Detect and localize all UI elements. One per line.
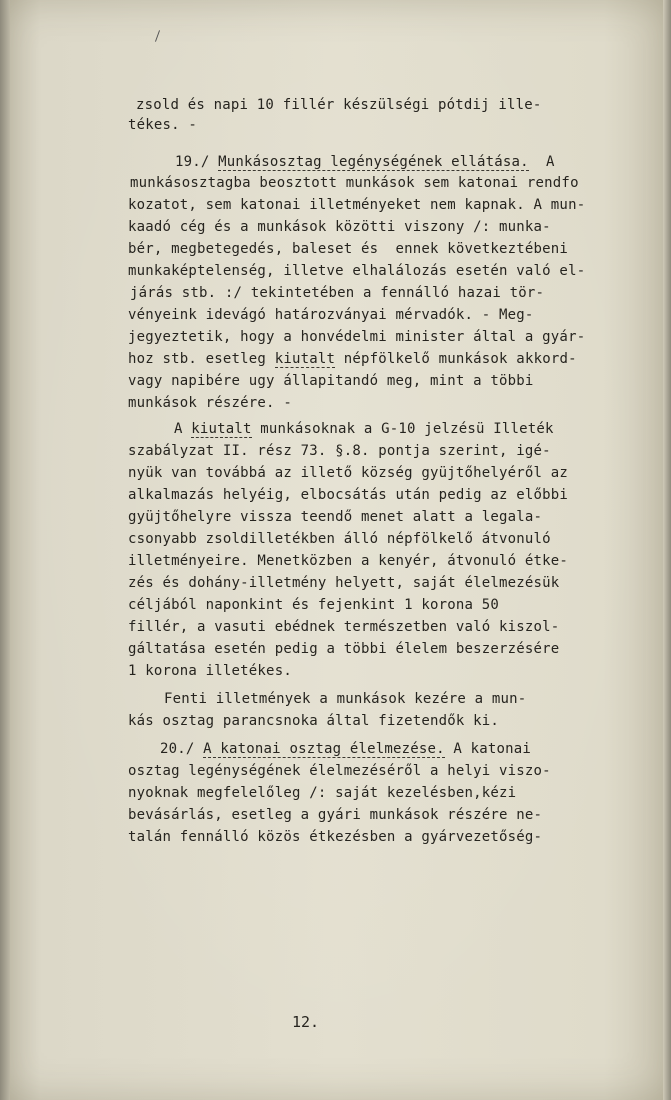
page-left-edge xyxy=(0,0,10,1100)
text-line: 1 korona illetékes. xyxy=(128,663,292,679)
text-line: kozatot, sem katonai illetményeket nem kapnak. A mun- xyxy=(128,197,586,213)
text-line: gyüjtőhelyre vissza teendő menet alatt a legala- xyxy=(128,509,543,525)
text-line: nyoknak megfelelőleg /: saját kezelésben,kézi xyxy=(128,785,517,801)
text-line-with-underline xyxy=(128,350,577,368)
text-fragment: népfölkelő munkások akkord- xyxy=(335,351,577,367)
page-right-edge xyxy=(663,0,671,1100)
text-fragment: A katonai xyxy=(444,741,532,757)
text-line: munkaképtelenség, illetve elhalálozás esetén való el- xyxy=(128,263,586,279)
section-number: 20./ xyxy=(160,741,204,757)
text-line: bevásárlás, esetleg a gyári munkások részére ne- xyxy=(128,807,543,823)
pencil-mark xyxy=(155,30,160,42)
text-line: talán fennálló közös étkezésben a gyárvezetőség- xyxy=(128,829,543,845)
text-line: munkások részére. - xyxy=(128,395,292,411)
section-number: 19./ xyxy=(175,154,219,170)
text-line: osztag legénységének élelmezéséről a helyi viszo- xyxy=(128,763,551,779)
text-line: szabályzat II. rész 73. §.8. pontja szerint, igé- xyxy=(128,443,551,459)
text-line: fillér, a vasuti ebédnek természetben való kiszol- xyxy=(128,619,560,635)
text-fragment: munkásoknak a G-10 jelzésü Illeték xyxy=(251,421,554,437)
text-line: zés és dohány-illetmény helyett, saját élelmezésük xyxy=(128,575,560,591)
text-line: járás stb. :/ tekintetében a fennálló hazai tör- xyxy=(130,285,545,301)
page-number: 12. xyxy=(292,1013,320,1031)
text-line: tékes. - xyxy=(128,117,198,133)
text-fragment: hoz stb. esetleg xyxy=(128,351,275,367)
text-line: vagy napibére ugy állapitandó meg, mint a többi xyxy=(128,373,534,389)
text-line: gáltatása esetén pedig a többi élelem beszerzésére xyxy=(128,641,560,657)
text-line: kás osztag parancsnoka által fizetendők ki. xyxy=(128,713,500,729)
text-line: kaadó cég és a munkások közötti viszony /: munka- xyxy=(128,219,551,235)
text-line: nyük van továbbá az illető község gyüjtőhelyéről az xyxy=(128,465,569,481)
text-fragment: A xyxy=(528,154,555,170)
text-line: Fenti illetmények a munkások kezére a mun- xyxy=(164,691,527,707)
text-line: vényeink idevágó határozványai mérvadók. - Meg- xyxy=(128,307,534,323)
underlined-word: kiutalt xyxy=(191,421,252,437)
underlined-word: kiutalt xyxy=(274,351,336,367)
section-20-heading-line xyxy=(160,740,531,758)
text-line: csonyabb zsoldilletékben álló népfölkelő átvonuló xyxy=(128,531,551,547)
section-19-title: Munkásosztag legénységének ellátása. xyxy=(218,154,529,170)
section-20-title: A katonai osztag élelmezése. xyxy=(203,741,445,757)
section-19-heading-line xyxy=(175,153,555,171)
text-line: bér, megbetegedés, baleset és ennek következtébeni xyxy=(128,241,569,257)
text-fragment: A xyxy=(174,421,192,437)
text-line-with-underline xyxy=(174,420,554,438)
text-line: jegyeztetik, hogy a honvédelmi minister által a gyár- xyxy=(128,329,586,345)
text-line: illetményeire. Menetközben a kenyér, átvonuló étke- xyxy=(128,553,569,569)
text-line: alkalmazás helyéig, elbocsátás után pedig az előbbi xyxy=(128,487,569,503)
text-line: zsold és napi 10 fillér készülségi pótdij ille- xyxy=(136,97,542,113)
text-line: munkásosztagba beosztott munkások sem katonai rendfo xyxy=(130,175,579,191)
text-line: céljából naponkint és fejenkint 1 korona 50 xyxy=(128,597,500,613)
